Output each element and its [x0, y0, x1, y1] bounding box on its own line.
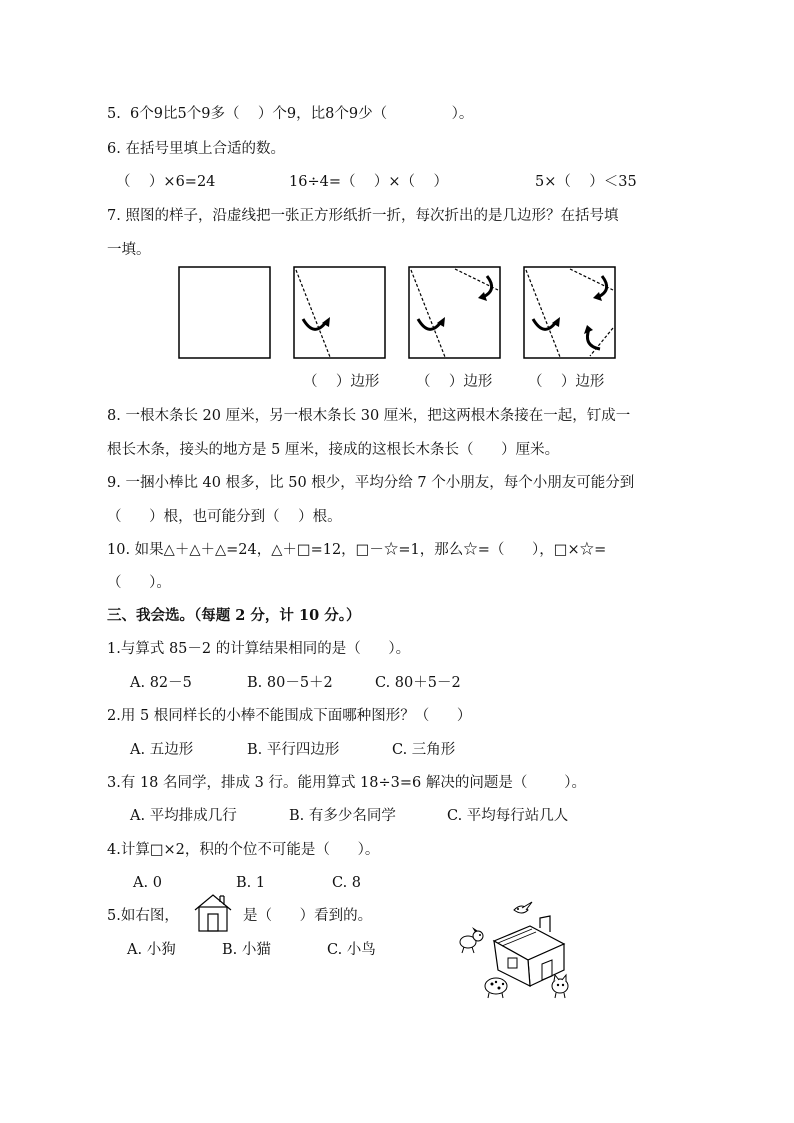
choice-2-option-a: A. 五边形	[130, 742, 194, 758]
choice-1-option-b: B. 80－5＋2	[247, 675, 333, 691]
choice-1-option-a: A. 82－5	[130, 675, 192, 691]
choice-2-option-c: C. 三角形	[392, 742, 456, 758]
choice-3-option-a: A. 平均排成几行	[130, 808, 237, 824]
question-7-answer-3: （ ）边形	[528, 374, 605, 390]
question-9-line-1: 9. 一捆小棒比 40 根多，比 50 根少，平均分给 7 个小朋友，每个小朋友可能分到	[107, 475, 635, 491]
question-9-line-2: （ ）根，也可能分到（ ）根。	[107, 509, 342, 525]
choice-question-1: 1.与算式 85－2 的计算结果相同的是（ ）。	[107, 641, 411, 657]
choice-5-option-b: B. 小猫	[222, 942, 271, 958]
question-7-line-2: 一填。	[107, 242, 151, 258]
square-fold-3	[524, 267, 615, 358]
choice-5-option-a: A. 小狗	[127, 942, 176, 958]
question-6-blank-b: 16÷4=（ ）×（ ）	[289, 174, 448, 190]
question-6-blank-c: 5×（ ）＜35	[535, 174, 637, 190]
square-original	[179, 267, 270, 358]
choice-question-2: 2.用 5 根同样长的小棒不能围成下面哪种图形？（ ）	[107, 708, 472, 724]
bird-icon	[514, 902, 532, 913]
choice-question-5-part-1: 5.如右图，	[107, 908, 179, 924]
puppy-icon	[485, 978, 507, 998]
choice-4-option-c: C. 8	[332, 875, 362, 891]
choice-3-option-b: B. 有多少名同学	[289, 808, 396, 824]
question-8-line-1: 8. 一根木条长 20 厘米，另一根木条长 30 厘米，把这两根木条接在一起，钉成一	[107, 408, 631, 424]
question-7-line-1: 7. 照图的样子，沿虚线把一张正方形纸折一折，每次折出的是几边形？在括号填	[107, 208, 619, 224]
question-5: 5. 6个9比5个9多（ ）个9，比8个9少（ ）。	[107, 106, 474, 122]
house-with-animals-illustration	[452, 898, 582, 1003]
question-6-blank-a: （ ）×6=24	[116, 174, 216, 190]
question-8-line-2: 根长木条，接头的地方是 5 厘米，接成的这根长木条长（ ）厘米。	[107, 442, 560, 458]
choice-question-4: 4.计算□×2，积的个位不可能是（ ）。	[107, 842, 380, 858]
question-6-title: 6. 在括号里填上合适的数。	[107, 141, 285, 157]
choice-5-option-c: C. 小鸟	[327, 942, 376, 958]
choice-4-option-a: A. 0	[133, 875, 162, 891]
choice-question-5-part-2: 是（ ）看到的。	[243, 908, 373, 924]
choice-4-option-b: B. 1	[236, 875, 266, 891]
choice-question-3: 3.有 18 名同学，排成 3 行。能用算式 18÷3=6 解决的问题是（ ）。	[107, 775, 586, 791]
square-fold-2	[409, 267, 500, 358]
choice-2-option-b: B. 平行四边形	[247, 742, 340, 758]
square-fold-1	[294, 267, 385, 358]
choice-3-option-c: C. 平均每行站几人	[447, 808, 569, 824]
cat-icon	[552, 975, 568, 998]
question-7-answer-1: （ ）边形	[303, 374, 380, 390]
question-10-line-2: （ ）。	[107, 575, 171, 591]
small-house-icon	[193, 892, 233, 934]
section-3-title: 三、我会选。（每题 2 分，计 10 分。）	[107, 607, 361, 624]
dog-icon	[460, 927, 483, 953]
question-10-line-1: 10. 如果△＋△＋△=24，△＋□=12，□－☆=1，那么☆=（ ），□×☆=	[107, 542, 607, 558]
choice-1-option-c: C. 80＋5－2	[375, 675, 461, 691]
question-7-answer-2: （ ）边形	[416, 374, 493, 390]
